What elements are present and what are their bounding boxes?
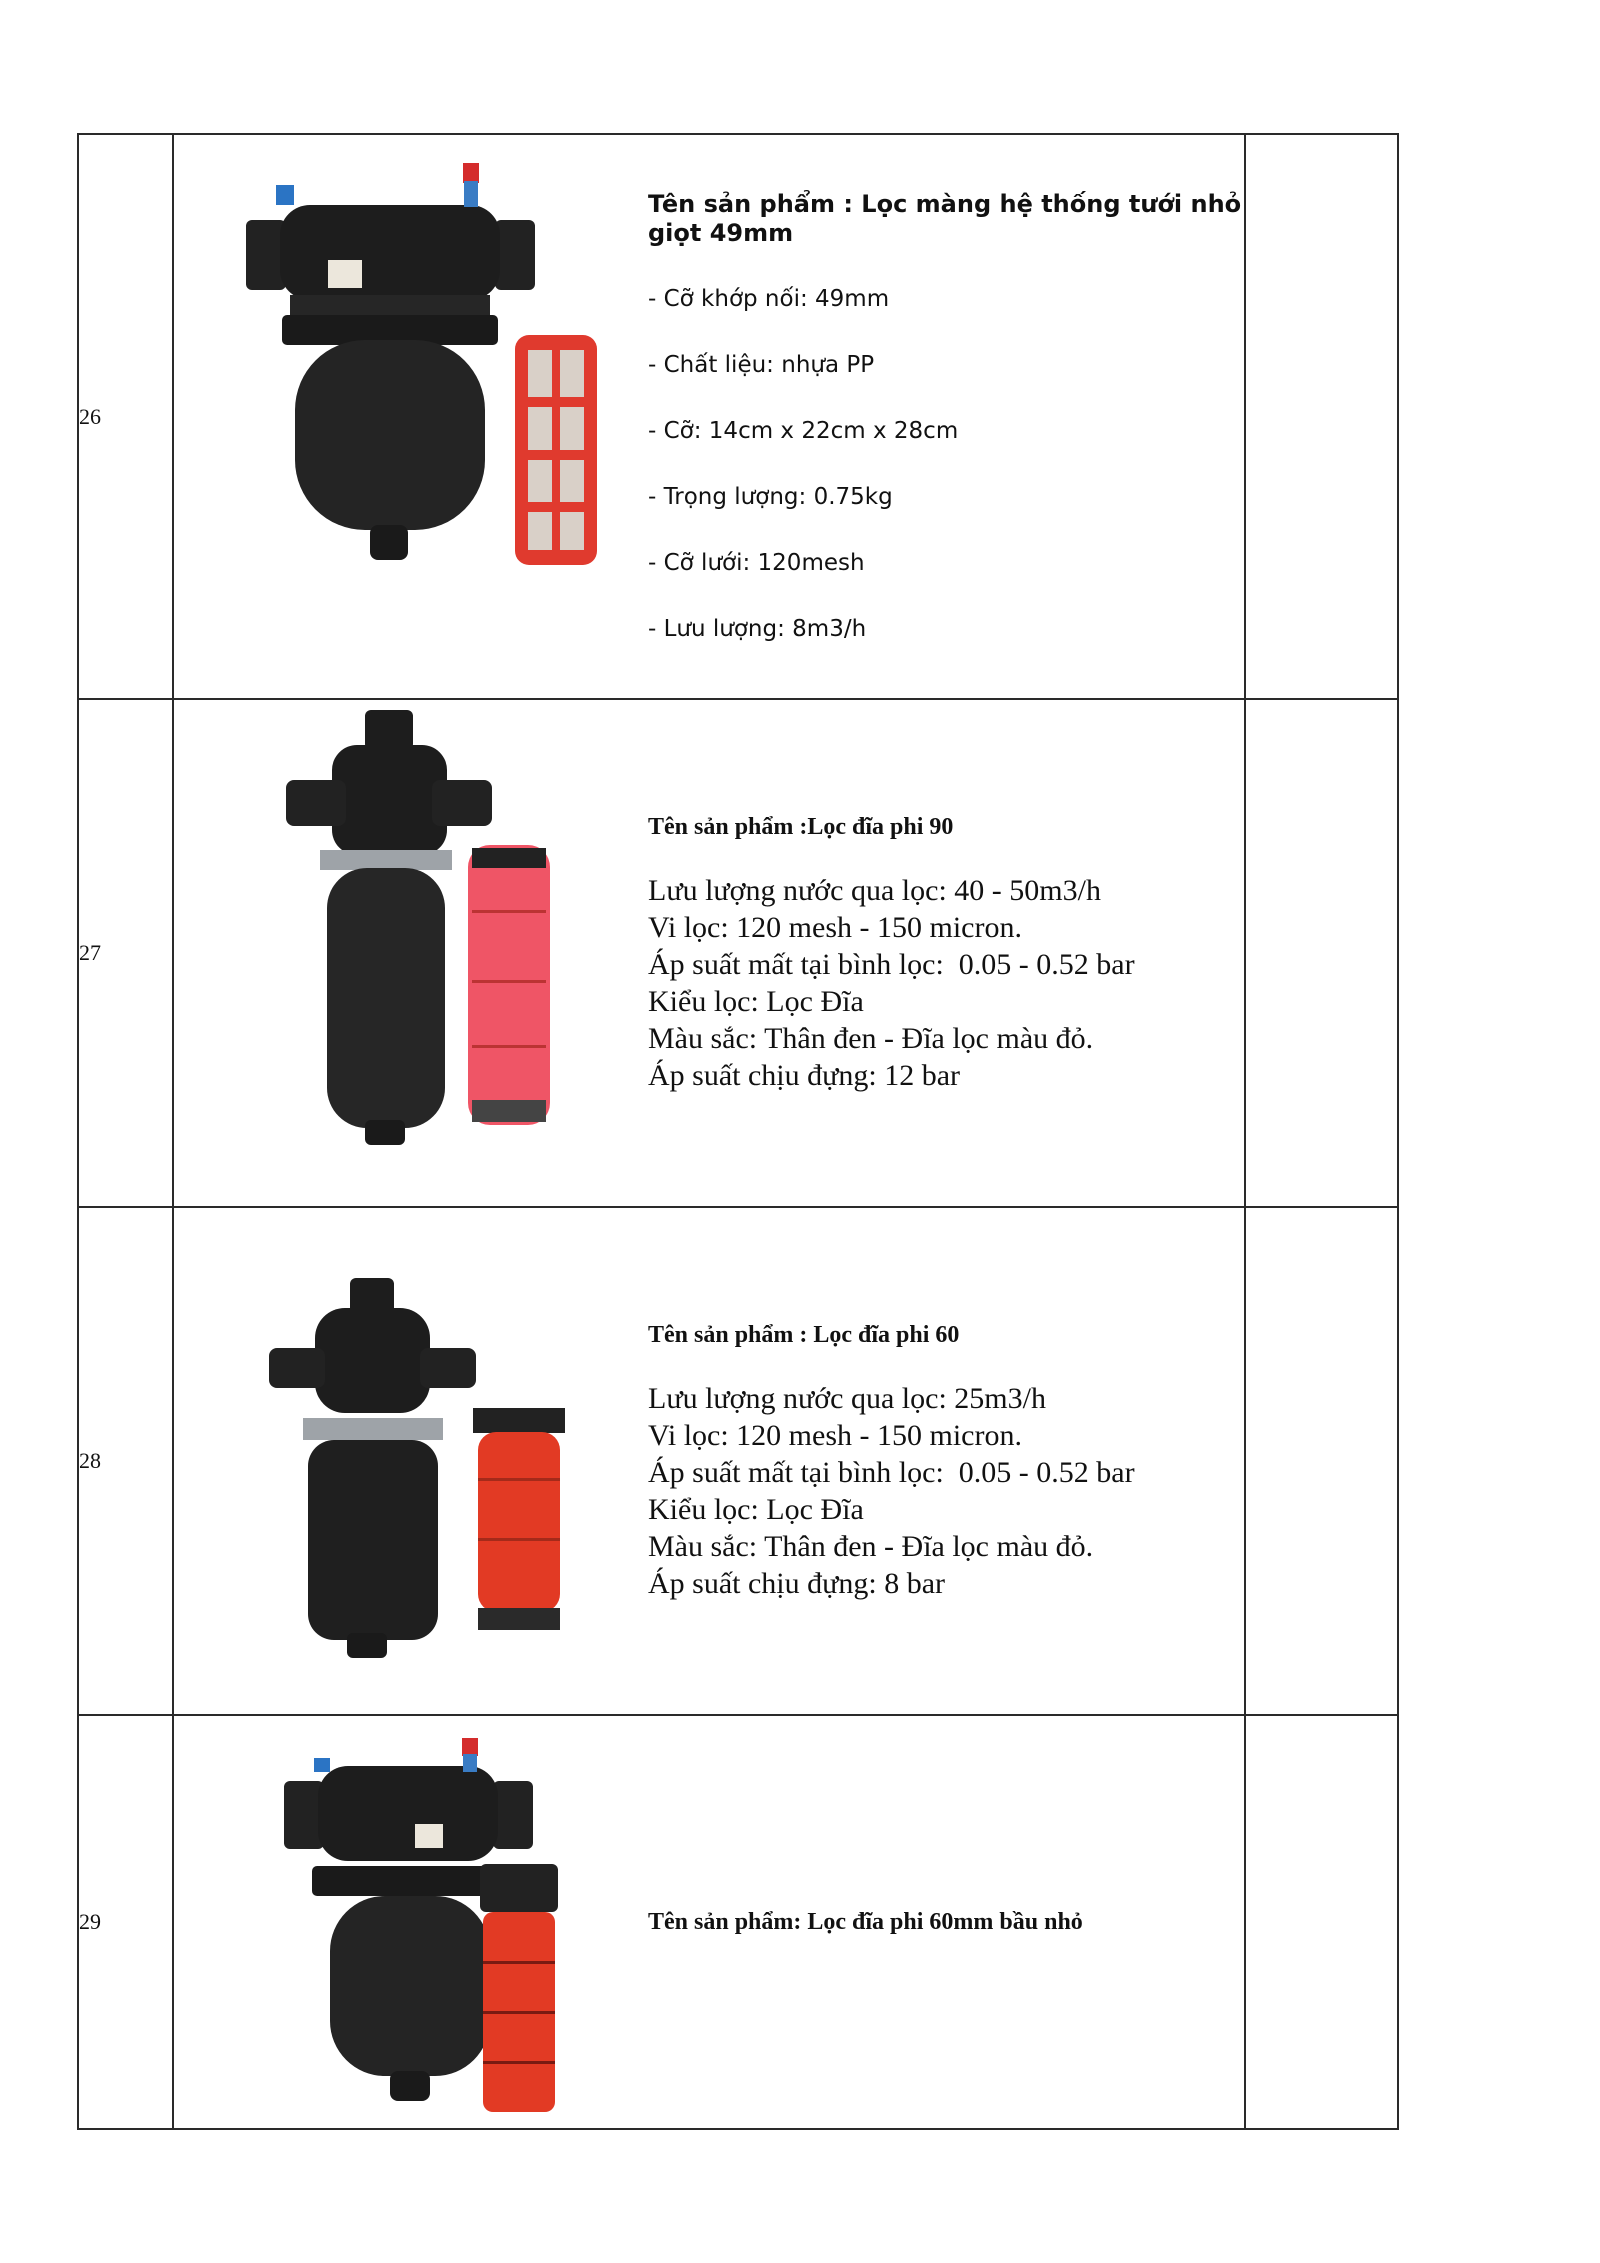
product-description xyxy=(647,134,1245,699)
spec-list xyxy=(648,872,1244,1094)
disc-filter-icon xyxy=(210,1208,648,1714)
table-row xyxy=(78,1207,1398,1715)
spec-line: Lưu lượng nước qua lọc: 40 - 50m3/h xyxy=(648,874,1101,907)
product-description xyxy=(647,699,1245,1207)
row-number: 27 xyxy=(78,699,173,1207)
disc-filter-icon xyxy=(210,700,648,1206)
spec-line: - Trọng lượng: 0.75kg xyxy=(648,483,893,510)
spec-line: Kiểu lọc: Lọc Đĩa xyxy=(648,985,864,1018)
spec-line: Vi lọc: 120 mesh - 150 micron. xyxy=(648,911,1022,944)
spec-line: Màu sắc: Thân đen - Đĩa lọc màu đỏ. xyxy=(648,1530,1094,1563)
spec-line: - Cỡ khớp nối: 49mm xyxy=(648,285,890,312)
product-title: Tên sản phẩm : Lọc màng hệ thống tưới nhỏ giọt 49mm xyxy=(648,189,1242,247)
spec-line: - Cỡ lưới: 120mesh xyxy=(648,549,865,576)
spec-line: Vi lọc: 120 mesh - 150 micron. xyxy=(648,1419,1022,1452)
row-number: 28 xyxy=(78,1207,173,1715)
row-number: 29 xyxy=(78,1715,173,2129)
spec-line: Màu sắc: Thân đen - Đĩa lọc màu đỏ. xyxy=(648,1022,1094,1055)
product-table xyxy=(77,133,1399,2130)
spec-line: Áp suất mất tại bình lọc: 0.05 - 0.52 bar xyxy=(648,1456,1135,1489)
note-cell xyxy=(1245,1207,1398,1715)
disc-filter-icon xyxy=(210,1716,648,2128)
spec-line: Kiểu lọc: Lọc Đĩa xyxy=(648,1493,864,1526)
table-row xyxy=(78,134,1398,699)
product-title: Tên sản phẩm :Lọc đĩa phi 90 xyxy=(648,814,954,840)
spec-line: - Chất liệu: nhựa PP xyxy=(648,351,875,378)
product-description xyxy=(647,1715,1245,2129)
spec-line: - Cỡ: 14cm x 22cm x 28cm xyxy=(648,417,959,444)
screen-filter-icon xyxy=(210,135,648,698)
row-number: 26 xyxy=(78,134,173,699)
spec-line: - Lưu lượng: 8m3/h xyxy=(648,615,867,642)
note-cell xyxy=(1245,134,1398,699)
product-image-cell xyxy=(173,1207,647,1715)
table-row xyxy=(78,1715,1398,2129)
spec-line: Áp suất chịu đựng: 12 bar xyxy=(648,1059,961,1092)
spec-list xyxy=(648,1380,1244,1602)
product-image-cell xyxy=(173,699,647,1207)
product-image-cell xyxy=(173,1715,647,2129)
table-row xyxy=(78,699,1398,1207)
spec-line: Áp suất chịu đựng: 8 bar xyxy=(648,1567,946,1600)
product-title: Tên sản phẩm : Lọc đĩa phi 60 xyxy=(648,1322,960,1348)
spec-line: Lưu lượng nước qua lọc: 25m3/h xyxy=(648,1382,1046,1415)
product-description xyxy=(647,1207,1245,1715)
product-image-cell xyxy=(173,134,647,699)
spec-line: Áp suất mất tại bình lọc: 0.05 - 0.52 bar xyxy=(648,948,1135,981)
note-cell xyxy=(1245,699,1398,1207)
note-cell xyxy=(1245,1715,1398,2129)
product-title: Tên sản phẩm: Lọc đĩa phi 60mm bầu nhỏ xyxy=(648,1909,1083,1935)
